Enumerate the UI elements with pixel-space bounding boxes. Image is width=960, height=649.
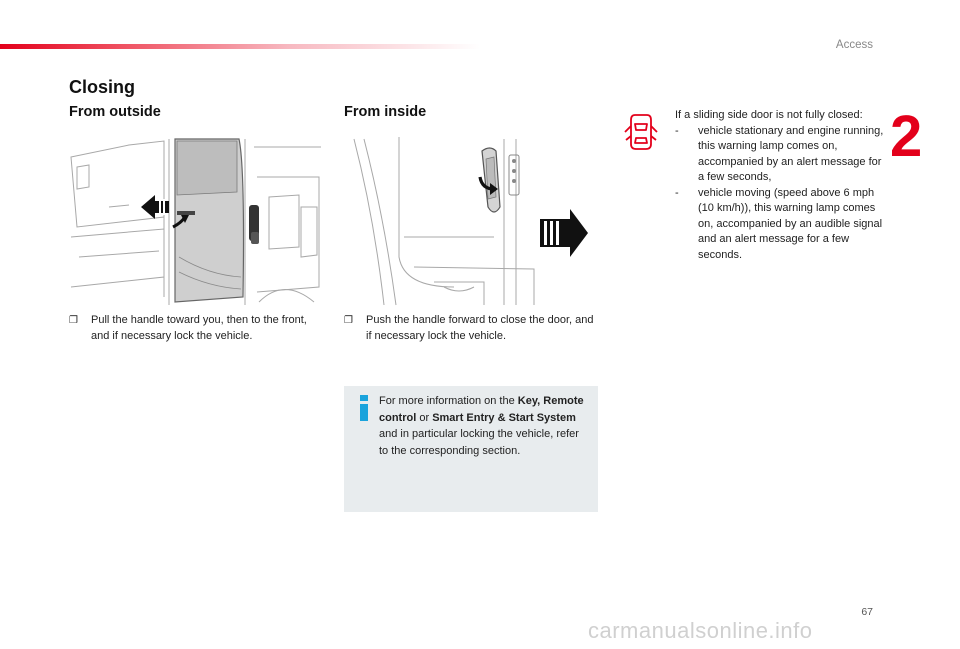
header-accent-bar	[0, 44, 480, 49]
heading-from-inside: From inside	[344, 104, 427, 120]
info-key-link-term: Key, Remote control	[379, 395, 584, 424]
warning-item	[675, 186, 885, 264]
warning-item-text: vehicle moving (speed above 6 mph (10 km/h)), this warning lamp comes on, accompanied by an audible signal and an alert message for a few seconds.	[698, 186, 883, 261]
bullet-marker: ❐	[344, 315, 353, 326]
info-icon	[356, 395, 372, 421]
page-number: 67	[861, 606, 873, 618]
info-text-part: For more information on the	[379, 395, 518, 407]
info-text-part: and in particular locking the vehicle, refer to the corresponding section.	[379, 428, 579, 457]
watermark: carmanualsonline.info	[588, 618, 813, 643]
warning-intro: If a sliding side door is not fully closed:	[675, 109, 863, 121]
warning-item-dash: -	[675, 186, 679, 199]
outside-door-illustration	[69, 137, 323, 307]
outside-instruction-text: Pull the handle toward you, then to the front, and if necessary lock the vehicle.	[91, 314, 307, 342]
chapter-number: 2	[890, 104, 923, 169]
warning-item-dash: -	[675, 124, 679, 137]
bullet-marker: ❐	[69, 315, 78, 326]
page-title: Closing	[69, 77, 135, 97]
inside-instruction-text: Push the handle forward to close the door, and if necessary lock the vehicle.	[366, 314, 594, 342]
info-smart-entry-term: Smart Entry & Start System	[432, 411, 576, 424]
warning-text-block	[675, 108, 885, 263]
door-open-warning-icon	[624, 112, 658, 152]
info-box	[344, 386, 598, 512]
inside-instruction	[344, 313, 600, 344]
heading-from-outside: From outside	[69, 104, 161, 120]
section-label: Access	[835, 39, 873, 51]
inside-door-illustration	[344, 137, 598, 307]
warning-item	[675, 124, 885, 186]
warning-item-text: vehicle stationary and engine running, this warning lamp comes on, accompanied by an alert message for a few seconds,	[698, 124, 884, 183]
outside-instruction	[69, 313, 309, 344]
info-text-part: or	[416, 411, 433, 424]
info-text	[379, 393, 589, 459]
